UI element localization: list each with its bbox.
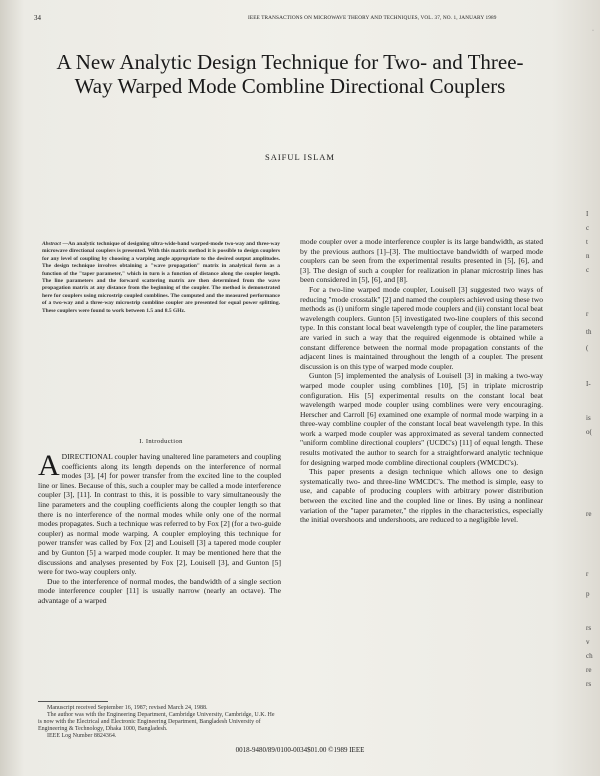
scan-mark: · [592,28,594,34]
right-paragraph-4: This paper presents a design technique which allows one to design systematically two- and three-line WMCDC's. The method is simple, easy to use, and capable of producing couplers with arbitrary power distribution between the excited line and the coupled line or lines. By using a nonlinear variation of the "taper parameter," the ripples in the characteristics, especially the initial overshoots and undershoots, are reduced to a negligible level. [300,467,543,525]
margin-letter: p [586,590,590,598]
footnote-line: The author was with the Engineering Department, Cambridge University, Cambridge, U.K. He is now with the Electrical and Electronic Engineering Department, Bangladesh University of Engineering & Technology, Dhaka 1000, Bangladesh. [38,712,275,732]
paper-title: A New Analytic Design Technique for Two- and Three-Way Warped Mode Combline Directional Couplers [56,50,524,98]
margin-letter: r [586,570,589,578]
footnote-line: Manuscript received September 16, 1987; revised March 24, 1988. [47,705,208,711]
abstract-label: Abstract [42,241,61,247]
section-heading: I. Introduction [139,438,183,445]
margin-letter: ch [586,652,593,660]
margin-letter: o( [586,428,592,436]
right-paragraph-2: For a two-line warped mode coupler, Louisell [3] suggested two ways of reducing "mode crosstalk" [2] and named the couplers achieved using these two methods as (i) uniform single tapered mode couplers and (ii) constant local beat wavelength couplers. Gunton [5] investigated two-line couplers of this second type. In this constant local beat wavelength type of coupler, the line parameters are varied in such a way that the required eigenmode is obtained while a constant difference between the normal mode propagation constants of the adjacent lines is maintained throughout the length of a coupler. The present discussion is on this type of warped mode coupler. [300,284,544,371]
margin-letter: I [586,210,589,218]
margin-letter: I- [586,380,591,388]
footnote-rule [38,701,108,702]
author-name: SAIFUL ISLAM [264,152,335,162]
margin-letter: r [586,310,589,318]
margin-letter: ( [586,344,589,352]
intro-paragraph-2: Due to the interference of normal modes, the bandwidth of a single section mode interference coupler [11] is usually narrow (nearly an octave). The advantage of a warped [38,576,281,605]
abstract [42,241,280,315]
margin-letter: th [586,328,592,336]
margin-letter: t [586,238,588,246]
intro-paragraph-1: ADIRECTIONAL coupler having unaltered line parameters and coupling coefficients along its length depends on the interference of normal modes [3], [4] for power transfer from the excited line to the coupled line or lines. Because of this, such a coupler may be called a mode interference coupler [3], [11]. In contrast to this, it is possible to vary simultaneously the line parameters and the coupling coefficients along the coupler length so that there is no interference of the normal modes while only one of the normal modes propagates. Such a technique was referred to by Fox [2] (for a two-guide coupler) as normal mode warping. A coupler employing this technique for power transfer was called by Fox [2] and Louisell [3] a tapered mode coupler and by Gunton [5] a warped mode coupler. It may be mentioned here that the discussions and analyses presented by Fox [2], Louisell [3], and Gunton [5] were for two-way couplers only. [38,449,281,577]
margin-letter: re [586,510,592,518]
margin-letter: is [586,414,591,422]
margin-letter: rs [586,624,592,632]
margin-letter: rs [586,680,592,688]
copyright-line: 0018-9480/89/0100-0034$01.00 ©1989 IEEE [235,746,365,754]
margin-letter: re [586,666,592,674]
abstract-text: —An analytic technique of designing ultra-wide-band warped-mode two-way and three-way microwave directional couplers is presented. With this matrix method it is possible to design couplers for any level of coupling by choosing a warping angle appropriate to the desired output amplitudes. The design technique involves obtaining a "wave propagation" matrix in analytical form as a function of the "taper parameter," which in turn is a function of distance along the coupler length. The line parameters and the forward scattering matrix are then determined from the wave propagation matrix at any distance from the beginning of the coupler. The method is demonstrated here for couplers using microstrip coupled comblines. The computed and the measured performance of a two-way and a three-way microstrip combline coupler are presented for equal power splitting. These couplers were found to work between 1.5 and 8.5 GHz. [42,241,280,314]
footnote [38,705,278,740]
drop-cap: A [38,449,60,482]
right-column [300,237,543,525]
intro-column [38,449,281,606]
margin-letter: c [586,224,590,232]
page-number: 34 [34,14,41,22]
footnote-line: IEEE Log Number 8824364. [47,733,117,739]
margin-letter: v [586,638,590,646]
margin-letter: c [586,266,590,274]
running-head: IEEE TRANSACTIONS ON MICROWAVE THEORY AND TECHNIQUES, VOL. 37, NO. 1, JANUARY 1989 [248,15,497,21]
margin-letter: n [586,252,590,260]
right-paragraph-1: mode coupler over a mode interference coupler is its large bandwidth, as stated by the previous authors [1]–[3]. The multioctave bandwidth of warped mode couplers can be seen from the experimental results presented in [5], [6], and [3]. The design of such a coupler for realization in planar microstrip lines has been considered in [5], [6], and [8]. [300,237,543,285]
right-paragraph-3: Gunton [5] implemented the analysis of Louisell [3] in making a two-way warped mode coupler using comblines [10], [5] in triplate microstrip configuration. His [5] experimental results on the constant local beat wavelength warped mode coupler using comblines were very encouraging. Herscher and Carroll [6] examined one example of normal mode warping in a three-way combline coupler of the constant local beat wavelength type. In this work a warped mode coupler was approximated as several tandem connected "uniform combline directional couplers" (UCDC's) [11] of equal length. These results motivated the author to search for a straightforward analytic technique for designing warped mode combline directional couplers (WMCDC's). [300,371,543,467]
